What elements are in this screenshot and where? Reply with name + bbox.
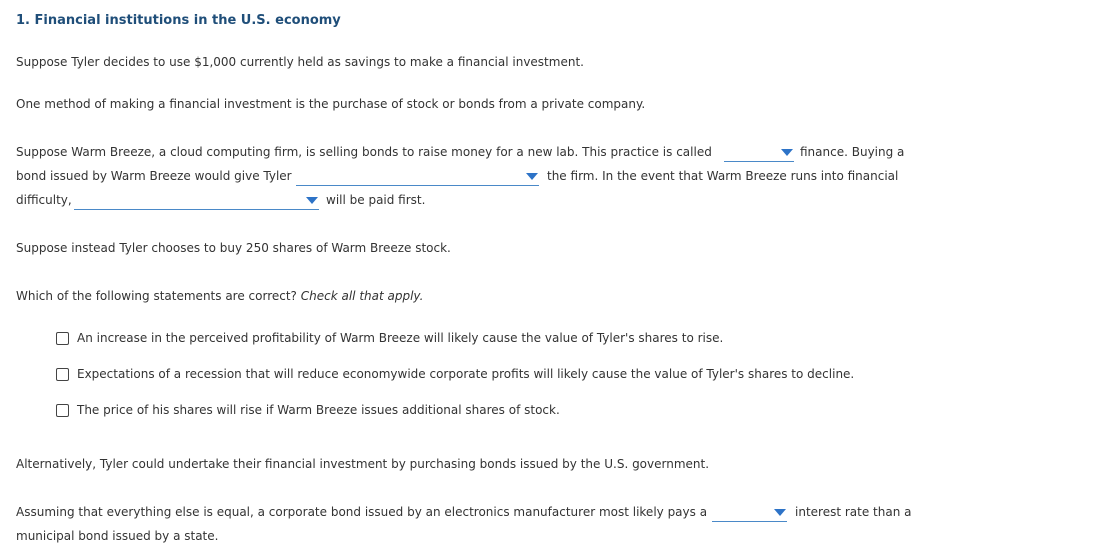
- option-1-checkbox[interactable]: [56, 332, 69, 345]
- question-prompt: [16, 289, 423, 303]
- chevron-down-icon: [306, 197, 318, 204]
- interest-text-after: interest rate than a: [795, 505, 912, 519]
- bond-relation-dropdown[interactable]: [296, 169, 539, 186]
- bond-holder-text-after: the firm. In the event that Warm Breeze runs into financial: [547, 169, 899, 183]
- option-2-label[interactable]: Expectations of a recession that will reduce economywide corporate profits will likely cause the value of Tyler's shares to decline.: [77, 367, 855, 381]
- finance-type-text-after: finance. Buying a: [800, 145, 905, 159]
- priority-text-before: difficulty,: [16, 193, 72, 207]
- payment-priority-dropdown[interactable]: [74, 193, 319, 210]
- interest-text-line2: municipal bond issued by a state.: [16, 529, 219, 543]
- intro-paragraph: Suppose Tyler decides to use $1,000 currently held as savings to make a financial investment.: [16, 55, 584, 69]
- question-instruction: Check all that apply.: [300, 289, 424, 303]
- method-paragraph: One method of making a financial investment is the purchase of stock or bonds from a private company.: [16, 97, 646, 111]
- section-title: 1. Financial institutions in the U.S. economy: [16, 13, 341, 28]
- chevron-down-icon: [774, 509, 786, 516]
- option-1-label[interactable]: An increase in the perceived profitability of Warm Breeze will likely cause the value of Tyler's shares to rise.: [77, 331, 724, 345]
- chevron-down-icon: [781, 149, 793, 156]
- finance-type-text-before: Suppose Warm Breeze, a cloud computing firm, is selling bonds to raise money for a new lab. This practice is called: [16, 145, 712, 159]
- interest-text-before: Assuming that everything else is equal, a corporate bond issued by an electronics manufacturer most likely pays a: [16, 505, 708, 519]
- priority-text-after: will be paid first.: [326, 193, 426, 207]
- finance-type-dropdown[interactable]: [724, 145, 794, 162]
- option-3-checkbox[interactable]: [56, 404, 69, 417]
- government-bonds-paragraph: Alternatively, Tyler could undertake their financial investment by purchasing bonds issued by the U.S. government.: [16, 457, 710, 471]
- chevron-down-icon: [526, 173, 538, 180]
- bond-holder-text-before: bond issued by Warm Breeze would give Tyler: [16, 169, 292, 183]
- shares-paragraph: Suppose instead Tyler chooses to buy 250 shares of Warm Breeze stock.: [16, 241, 451, 255]
- option-3-label[interactable]: The price of his shares will rise if Warm Breeze issues additional shares of stock.: [77, 403, 560, 417]
- option-2-checkbox[interactable]: [56, 368, 69, 381]
- question-text: Which of the following statements are correct?: [16, 289, 297, 303]
- interest-rate-dropdown[interactable]: [712, 505, 787, 522]
